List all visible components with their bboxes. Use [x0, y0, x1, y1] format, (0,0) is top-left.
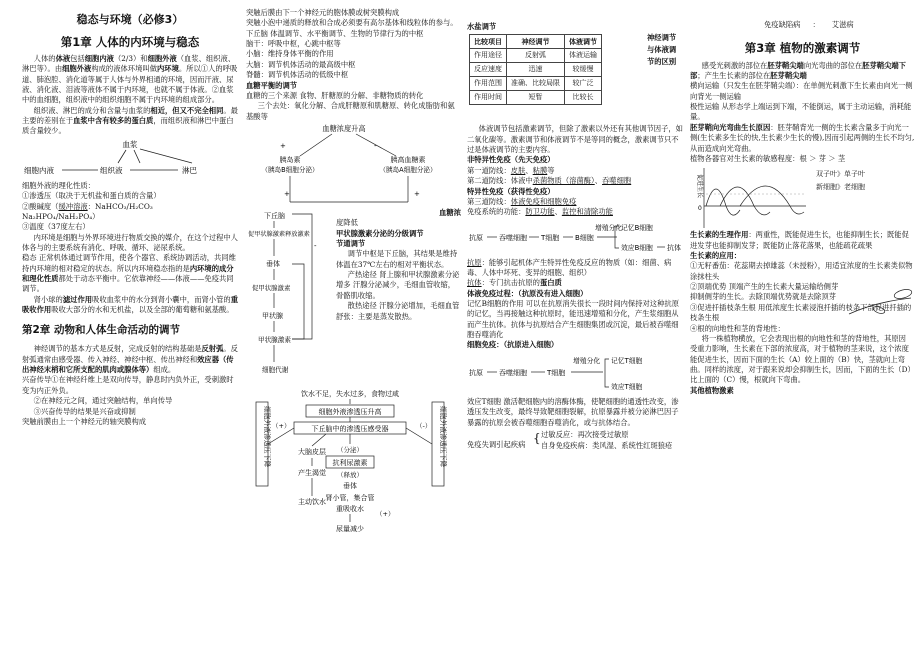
- item-dual-effect: 生长素的生理作用：两重性，既能促进生长，也能抑制生长；既能促进发芽也能抑制发芽；既能防止落花落果，也能疏花疏果: [690, 230, 909, 250]
- item-postsynaptic: 突触后膜由下一个神经元的胞体膜或树突膜构成: [246, 8, 400, 17]
- item-antibody-def: 抗体：专门抗击抗原的蛋白质: [467, 278, 562, 288]
- glucose-low-label: 血糖浓: [439, 207, 461, 217]
- flow-antigen: 抗原: [469, 233, 483, 242]
- table-header-cell: 神经调节: [507, 35, 565, 49]
- flow2-phagocyte: 吞噬细胞: [499, 368, 527, 377]
- document-title: 稳态与环境（必修3）: [76, 13, 184, 26]
- heading-humoral-process: 体液免疫过程：（抗原没有进入细胞）: [467, 288, 588, 298]
- autoimmune-item: 自身免疫疾病：类风湿、系统性红斑狼疮: [541, 440, 673, 450]
- paragraph-humoral: 体液调节包括激素调节，但除了激素以外还有其他调节因子，如二氧化碳等。激素调节和体液调节不是等同的概念，激素调节只不过是体液调节的主要内容。: [467, 124, 683, 155]
- left-feedback-label: 细胞外液渗透压下降: [263, 405, 271, 468]
- column-3: [467, 8, 685, 648]
- chapter-3-heading: 第3章 植物的激素调节: [744, 41, 861, 56]
- stem-curve: [740, 186, 804, 214]
- item-conduction-3: ③兴奋传导的结果是兴奋或抑制: [33, 406, 136, 416]
- flow-b-cell: B细胞: [575, 233, 594, 242]
- table-header-row: [470, 35, 602, 49]
- item-cutting-roots: ③促进扦插枝条生根 用低浓度生长素浸泡扦插的枝条下部促进扦插的枝条生根: [690, 302, 912, 323]
- pituitary-water-label: 垂体: [343, 481, 357, 490]
- insulin-label: 胰岛素: [279, 155, 301, 164]
- paragraph-homeostasis: 稳态 正常机体通过调节作用，使各个器官、系统协调活动，共同维持内环境的相对稳定的状态。所以内环境稳态指的是内环境的成分和理化性质都处于动态平衡中。它依靠神经——体液——免疫共同调节。: [22, 253, 236, 294]
- cell-metabolism-label: 细胞代谢: [262, 365, 289, 374]
- glucagon-source-label: （胰岛A细胞分泌）: [379, 165, 437, 174]
- flow2-proliferate: 增殖分化: [573, 356, 601, 365]
- paragraph-composition: 组织液、淋巴的成分和含量与血浆的相近，但又不完全相同。最主要的差别在于血浆中含有较多的蛋白质，而组织液和淋巴中蛋白质含量较少。: [22, 105, 238, 136]
- item-spinal-cord: 脊髓：调节机体活动的低级中枢: [246, 70, 349, 80]
- item-apical-dominance: ②顶端优势 顶端产生的生长素大量运输给侧芽抑制侧芽的生长。去除顶端优势就是去除顶芽: [690, 282, 839, 302]
- thyroxine-label: 甲状腺激素: [258, 335, 291, 344]
- ecf-osmolarity-up: 细胞外液渗透压升高: [318, 407, 382, 416]
- table-row: [470, 49, 602, 63]
- table-title: 水盐调节: [467, 22, 497, 31]
- thyroid-label: 甲状腺: [262, 311, 283, 320]
- item-osmotic: ①渗透压（取决于无机盐和蛋白质的含量）: [22, 191, 161, 201]
- osmoreceptor-label: 下丘脑中的渗透压感受器: [311, 424, 389, 433]
- regulation-compare-table: [469, 34, 602, 105]
- heat-production: 产热途径 肾上腺和甲状腺激素分泌增多 汗腺分泌减少，毛细血管收缩，骨骼肌收缩。: [336, 270, 460, 300]
- paragraph-reflex: 神经调节的基本方式是反射，完成反射的结构基础是反射弧。反射弧通常由感受器、传入神经、神经中枢、传出神经和效应器（传出神经末梢和它所支配的肌肉或腺体等）组成。: [22, 344, 238, 375]
- heat-dissipation: 散热途径 汗腺分泌增加，毛细血管舒张：主要是蒸发散热。: [336, 301, 460, 321]
- glucose-plus-sign: +: [280, 141, 286, 150]
- table-row: [470, 63, 602, 77]
- thyroid-feedback-minus: -: [314, 241, 317, 250]
- column-1: [22, 8, 238, 648]
- table-cell: 反应速度: [470, 63, 507, 77]
- table-cell: 较缓慢: [565, 63, 602, 77]
- collecting-duct-label: 肾小管，集合管: [325, 493, 375, 502]
- root-curve: [706, 189, 740, 215]
- allergy-item: 过敏反应：再次接受过敏原: [541, 429, 629, 439]
- item-temperature: ③温度（37度左右）: [22, 222, 90, 232]
- item-conduction-1: 兴奋传导①在神经纤维上是双向传导，静息时内负外正，受刺激时变为内正外负。: [22, 375, 234, 395]
- chart-y-label: 促进生长: [696, 174, 703, 199]
- table-cell: 短暂: [507, 91, 565, 105]
- cellular-immunity-flow: [467, 351, 685, 397]
- table-cell: 作用途径: [470, 49, 507, 63]
- water-minus-sign: （-）: [416, 421, 432, 430]
- heading-nonspecific: 非特异性免疫（先天免疫）: [467, 155, 555, 165]
- tsh-label: 促甲状腺激素: [252, 283, 291, 292]
- diagram-intracellular-label: 细胞内液: [24, 165, 54, 175]
- cortex-label: 大脑皮层: [298, 447, 326, 456]
- bud-curve: [720, 187, 770, 215]
- glucose-plus-sign-3: +: [414, 189, 420, 198]
- chart-note-dicot: 双子叶》单子叶: [816, 170, 865, 179]
- water-plus-sign-2: （+）: [376, 509, 395, 518]
- flow-phagocyte: 吞噬细胞: [499, 233, 527, 242]
- water-balance-diagram: [246, 388, 461, 538]
- item-glucose-sources: 血糖的三个来源 食物、肝糖原的分解、非糖物质的转化: [246, 90, 424, 100]
- item-conduction-2: ②在神经元之间，通过突触结构，单向传导: [33, 396, 173, 406]
- insulin-source-label: （胰岛B细胞分泌）: [261, 165, 319, 174]
- item-effector-t: 效应T细胞 激活靶细胞内的溶酶体酶，使靶细胞的通透性改变，渗透压发生改变，最终导致靶细胞裂解，抗原暴露并被分泌淋巴因子: [467, 396, 679, 417]
- table-cell: 作用范围: [470, 77, 507, 91]
- water-plus-sign: （+）: [272, 421, 291, 430]
- glucagon-label: 胰高血糖素: [390, 155, 426, 164]
- flow2-effector-t: 效应T细胞: [611, 382, 643, 391]
- table-cell: 比较长: [565, 91, 602, 105]
- chapter-2-heading: 第2章 动物和人体生命活动的调节: [22, 324, 180, 337]
- heading-other-hormones: 其他植物激素: [690, 385, 734, 395]
- chart-note-cell: 新细胞》老细胞: [816, 182, 865, 191]
- chapter-1-heading: 第1章 人体的内环境与稳态: [60, 34, 200, 49]
- item-vesicle: 突触小泡中递质的释放和合成必须要有高尔基体和线粒体的参与。: [246, 18, 458, 28]
- humoral-immunity-flow: [467, 218, 685, 258]
- item-polar-transport: 极性运输 从形态学上端运到下端，不能倒运，属于主动运输，消耗能量。: [690, 102, 912, 122]
- table-header-cell: 体液调节: [565, 35, 602, 49]
- heading-application: 生长素的应用：: [690, 251, 742, 260]
- flow-proliferate: 增殖分化: [595, 223, 623, 232]
- thyroid-heading: 甲状腺激素分泌的分级调节: [336, 228, 424, 238]
- paragraph-gravitropism-explain: 将一株植物横放，它会表现出根的向地性和茎的背地性，其原因 受重力影响，生长素在下部的浓度高，对于植物的茎来说，这个浓度能促进生长，因而下面的生长（A）较上面的（B）快，茎就向上弯曲。同样的浓度，对于跟来说却会抑制生长，因而，下面的生长（D）比上面的（C）慢，根就向下弯曲。: [690, 333, 915, 385]
- item-memory-b: 记忆B细胞的作用 可以在抗原消失很长一段时间内保持对这种抗原的记忆，当再接触这种抗原时，能迅速增殖和分化，产生浆细胞从而产生抗体。抗体与抗原结合产生细胞集团或沉淀，最后被吞噬细胞吞噬消化: [467, 299, 679, 340]
- fluid-relation-diagram: [22, 137, 238, 181]
- column-4: [690, 8, 915, 648]
- heading-cellular: 细胞免疫：（抗原进入细胞）: [467, 340, 559, 350]
- drinking-label: 主动饮水: [298, 497, 326, 506]
- immune-disorder-label: 免疫失调引起疾病: [467, 439, 526, 449]
- thermo-center: 调节中枢是下丘脑，其结果是维持体温在37℃左右的相对平衡状态。: [336, 249, 458, 269]
- thyroid-subheading: 节通调节: [336, 239, 366, 249]
- brace-icon: {: [533, 430, 541, 445]
- immunodeficiency-line: 免疫缺陷病 ： 艾滋病: [764, 20, 854, 29]
- reabsorb-label: 重吸收水: [336, 504, 364, 513]
- table-cell: 准确、比较局限: [507, 77, 565, 91]
- item-first-line: 第一道防线：皮肤、粘膜等: [467, 165, 555, 175]
- adh-label: 抗利尿激素: [332, 458, 368, 467]
- item-hypothalamus: 下丘脑 体温调节、水平衡调节、生物的节律行为的中枢: [246, 28, 424, 38]
- diagram-lymph-label: 淋巴: [182, 165, 197, 175]
- item-exposed-antigen: 暴露的抗原会被吞噬细胞吞噬消化，或与抗体结合。: [467, 417, 635, 427]
- table-cell: 迅速: [507, 63, 565, 77]
- item-brainstem: 脑干：呼吸中枢，心跳中枢等: [246, 39, 341, 49]
- flow2-memory-t: 记忆T细胞: [611, 356, 643, 365]
- pituitary-label: 垂体: [266, 259, 280, 268]
- urine-less-label: 尿量减少: [336, 524, 364, 533]
- heading-glucose: 血糖平衡的调节: [246, 80, 298, 90]
- glucose-high-label: 血糖浓度升高: [322, 123, 366, 133]
- diagram-plasma-label: 血浆: [122, 139, 138, 149]
- item-cerebellum: 小脑：维持身体平衡的作用: [246, 49, 334, 59]
- item-presynaptic: 突触前膜由上一个神经元的轴突膜构成: [22, 416, 147, 426]
- flow-plasma-cell: 效应B细胞: [621, 243, 653, 252]
- thyroid-section: [246, 208, 461, 388]
- item-lateral-transport: 横向运输（只发生在胚芽鞘尖端）：在单侧光刺激下生长素由向光一侧向背光一侧运输: [690, 81, 913, 101]
- trh-label: 促甲状腺激素释放激素: [248, 230, 310, 238]
- auxin-response-chart: [690, 166, 808, 230]
- item-seedless-tomato: ①无籽番茄：花蕊期去掉雄蕊（未授粉），用适宜浓度的生长素类似物涂抹柱头: [690, 261, 913, 281]
- secrete-label: （分泌）: [337, 445, 363, 454]
- water-trigger-label: 饮水不足，失水过多，食物过咸: [301, 389, 399, 398]
- glucose-minus-sign: -: [374, 141, 377, 150]
- item-cerebrum: 大脑：调节机体活动的最高级中枢: [246, 59, 356, 69]
- table-row: [470, 77, 602, 91]
- table-cell: 较广泛: [565, 77, 602, 91]
- thirst-label: 产生渴觉: [298, 468, 326, 477]
- release-label: （释放）: [337, 470, 363, 479]
- paragraph-physicochemical: 细胞外液的理化性质：: [22, 180, 95, 190]
- paragraph-body-fluid: 人体的体液包括细胞内液（2/3）和细胞外液（血浆、组织液、淋巴等）。由细胞外液构成的液体环境叫做内环境。所以①人的呼吸道、肺泡腔、消化道等属于人体与外界相通的环境，因而汗液、尿液、消化液、泪液等液体不属于内环境，也就不属于体液。②血浆中的血细胞，组织液中的组织细胞不属于内环境的组成部分。: [22, 53, 238, 105]
- paragraph-exchange: 内环境是细胞与外界环境进行物质交换的媒介，在这个过程中人体各与的主要系统有消化、呼吸、循环、泌尿系统。: [22, 232, 238, 252]
- flow-t-cell: T细胞: [541, 233, 560, 242]
- right-feedback-label: 细胞外液渗透压下降: [439, 405, 447, 468]
- item-immune-functions: 免疫系统的功能：防卫功能、监控和清除功能: [467, 207, 613, 217]
- item-gravitropism: ④根的向地性和茎的背地性：: [690, 323, 785, 333]
- flow2-t-cell: T细胞: [547, 368, 566, 377]
- thyroid-hierarchy-diagram: [246, 208, 326, 388]
- flow2-antigen: 抗原: [469, 368, 483, 377]
- paragraph-kidney: 肾小球的滤过作用吸收血浆中的水分到肾小囊中，而肾小管的重吸收作用吸收大部分的水和无机盐，以及全部的葡萄糖和氨基酸。: [22, 294, 238, 315]
- flow-memory-b: 记忆B细胞: [621, 223, 653, 232]
- flow-antibody: 抗体: [667, 243, 681, 252]
- item-antigen-def: 抗原：能够引起机体产生特异性免疫反应的物质（如：细菌、病毒、人体中坏死、变异的细胞、组织）: [467, 257, 672, 277]
- item-sensitivity: 植物各器官对生长素的敏感程度：根 ＞ 芽 ＞ 茎: [690, 153, 846, 163]
- chart-zero-label: 0: [698, 205, 702, 213]
- glucose-low-label-2: 度降低: [336, 218, 358, 228]
- table-side-caption: 神经调节与体液调节的区别: [647, 33, 677, 66]
- item-light-sensing: 感受光刺激的部位在胚芽鞘尖端向光弯曲的部位在胚芽鞘尖端下部；产生生长素的部位在胚芽鞘尖端: [690, 60, 906, 81]
- heading-specific: 特异性免疫（获得性免疫）: [467, 186, 555, 196]
- item-ph: ②酸碱度（缓冲溶液：NaHCO₃/H₂CO₃ Na₂HPO₄/NaH₂PO₄）: [22, 201, 168, 221]
- diagram-tissue-fluid-label: 组织液: [100, 165, 123, 175]
- item-third-line: 第三道防线：体液免疫和细胞免疫: [467, 196, 577, 206]
- table-cell: 作用时间: [470, 91, 507, 105]
- glucose-regulation-diagram: [246, 122, 461, 208]
- table-cell: 体液运输: [565, 49, 602, 63]
- column-2: [246, 8, 461, 648]
- table-cell: 反射弧: [507, 49, 565, 63]
- branch-illustration: [845, 284, 915, 320]
- item-glucose-sinks: 三个去处：氧化分解、合成肝糖原和肌糖原、转化成脂肪和氨基酸等: [246, 101, 455, 121]
- table-header-cell: 比较项目: [470, 35, 507, 49]
- item-phototropism-cause: 胚芽鞘向光弯曲生长原因：胚芽鞘背光一侧的生长素含量多于向光一侧(生长素多生长的快,生长素少生长的慢),因而引起两侧的生长不均匀,从而造成向光弯曲。: [690, 122, 915, 153]
- item-second-line: 第二道防线：体液中杀菌物质（溶菌酶）、吞噬细胞: [467, 176, 632, 186]
- hypothalamus-label: 下丘脑: [264, 211, 285, 220]
- table-row: [470, 91, 602, 105]
- glucose-plus-sign-2: +: [284, 189, 290, 198]
